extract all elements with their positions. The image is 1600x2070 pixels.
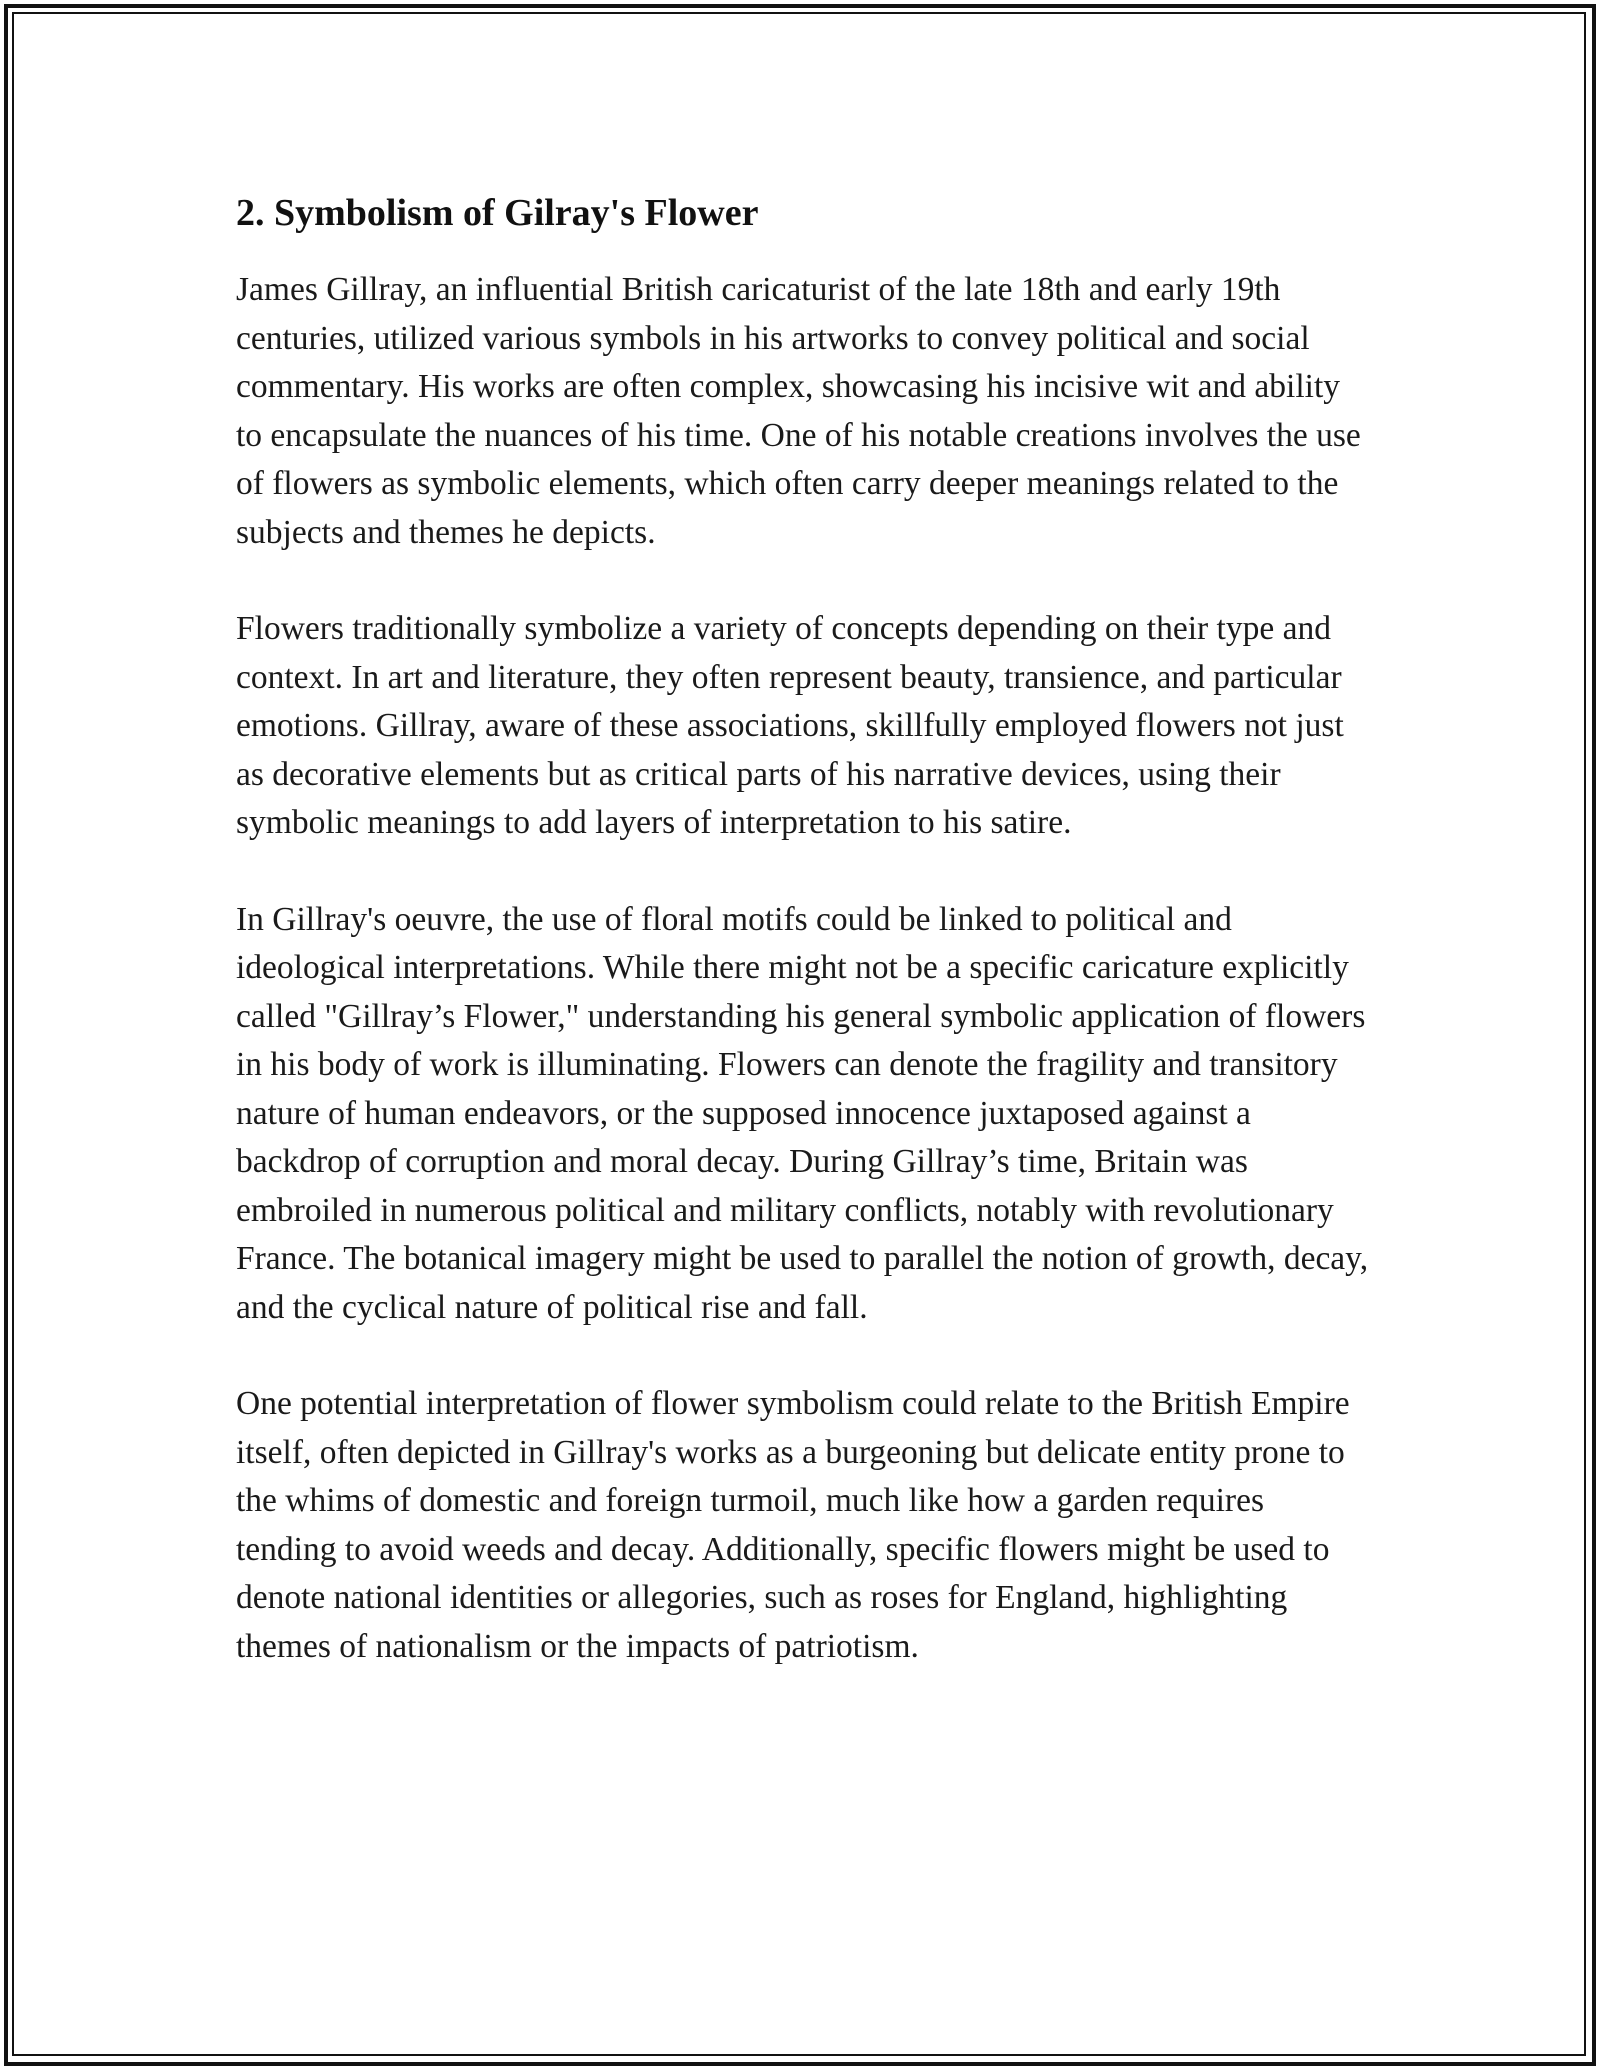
section-heading: 2. Symbolism of Gilray's Flower [236,192,759,234]
paragraph-1: James Gillray, an influential British caricaturist of the late 18th and early 19th centuries, utilized various symbols in his artworks to convey political and social commentary. His works are often complex, showcasing his incisive wit and ability to encapsulate the nuances of his time. One of his notable creations involves the use of flowers as symbolic elements, which often carry deeper meanings related to the subjects and themes he depicts. [236,271,1361,551]
paragraph-4: One potential interpretation of flower symbolism could relate to the British Empire itself, often depicted in Gillray's works as a burgeoning but delicate entity prone to the whims of domestic and foreign turmoil, much like how a garden requires tending to avoid weeds and decay. Additionally, specific flowers might be used to denote national identities or allegories, such as roses for England, highlighting themes of nationalism or the impacts of patriotism. [236,1385,1350,1665]
document-body [236,186,1371,1719]
paragraph-2: Flowers traditionally symbolize a variety of concepts depending on their type and context. In art and literature, they often represent beauty, transience, and particular emotions. Gillray, aware of these associations, skillfully employed flowers not just as decorative elements but as critical parts of his narrative devices, using their symbolic meanings to add layers of interpretation to his satire. [236,610,1344,841]
paragraph-3: In Gillray's oeuvre, the use of floral motifs could be linked to political and ideological interpretations. While there might not be a specific caricature explicitly called "Gillray’s Flower," understanding his general symbolic application of flowers in his body of work is illuminating. Flowers can denote the fragility and transitory nature of human endeavors, or the supposed innocence juxtaposed against a backdrop of corruption and moral decay. During Gillray’s time, Britain was embroiled in numerous political and military conflicts, notably with revolutionary France. The botanical imagery might be used to parallel the notion of growth, decay, and the cyclical nature of political rise and fall. [236,900,1369,1326]
